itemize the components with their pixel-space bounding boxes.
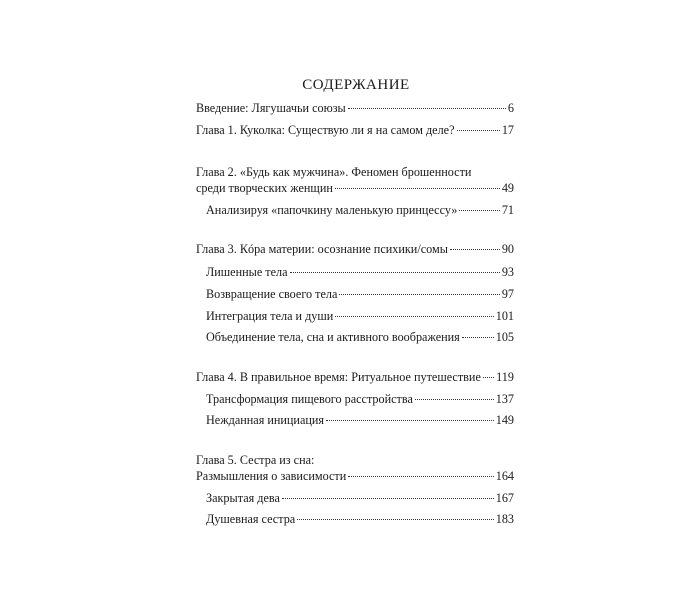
- toc-entry-label: Возвращение своего тела: [206, 287, 338, 301]
- dot-leader: [335, 316, 493, 317]
- toc-entry-label: Нежданная инициация: [206, 413, 325, 427]
- toc-entry-chapter-2-line1[interactable]: Глава 2. «Будь как мужчина». Феномен брошенности: [196, 165, 472, 179]
- toc-title: СОДЕРЖАНИЕ: [302, 77, 410, 93]
- dot-leader: [297, 519, 494, 520]
- toc-page-number: 49: [501, 181, 514, 195]
- toc-entry-chapter-5[interactable]: [196, 469, 514, 484]
- dot-leader: [282, 498, 494, 499]
- toc-entry-chapter-2[interactable]: [196, 181, 514, 196]
- toc-page-number: 93: [501, 265, 514, 279]
- toc-page-number: 90: [501, 242, 514, 256]
- toc-entry-label: Анализируя «папочкину маленькую принцессу»: [206, 203, 458, 217]
- toc-page-number: 119: [496, 370, 514, 384]
- toc-subentry-active-imagination[interactable]: [206, 330, 514, 345]
- dot-leader: [326, 420, 494, 421]
- dot-leader: [450, 249, 500, 250]
- toc-entry-chapter-5-line1[interactable]: Глава 5. Сестра из сна:: [196, 453, 315, 467]
- toc-entry-label: Душевная сестра: [206, 512, 296, 526]
- dot-leader: [483, 377, 494, 378]
- toc-entry-chapter-3[interactable]: [196, 242, 514, 257]
- toc-entry-label: среди творческих женщин: [196, 181, 333, 195]
- toc-entry-label: Глава 4. В правильное время: Ритуальное путешествие: [196, 370, 481, 384]
- toc-entry-label: Глава 1. Куколка: Существую ли я на самом деле?: [196, 123, 455, 137]
- toc-subentry-unexpected-initiation[interactable]: [206, 413, 514, 428]
- toc-entry-label: Размышления о зависимости: [196, 469, 347, 483]
- toc-subentry-reclaiming-body[interactable]: [206, 287, 514, 302]
- toc-page-number: 164: [495, 469, 514, 483]
- toc-page-number: 183: [495, 512, 514, 526]
- dot-leader: [459, 210, 499, 211]
- toc-subentry-body-soul-integration[interactable]: [206, 309, 514, 324]
- toc-subentry-closed-maiden[interactable]: [206, 491, 514, 506]
- toc-page-number: 149: [495, 413, 514, 427]
- toc-entry-chapter-1[interactable]: [196, 123, 514, 138]
- toc-page-number: 17: [501, 123, 514, 137]
- toc-entry-label: Трансформация пищевого расстройства: [206, 392, 413, 406]
- toc-subentry-soul-sister[interactable]: [206, 512, 514, 527]
- toc-entry-label: Закрытая дева: [206, 491, 280, 505]
- toc-entry-chapter-4[interactable]: [196, 370, 514, 385]
- toc-page-number: 6: [507, 101, 514, 115]
- toc-page-number: 101: [495, 309, 514, 323]
- toc-page-number: 71: [501, 203, 514, 217]
- dot-leader: [348, 476, 493, 477]
- toc-entry-label: Объединение тела, сна и активного воображения: [206, 330, 460, 344]
- toc-entry-introduction[interactable]: [196, 101, 514, 116]
- toc-entry-label: Лишенные тела: [206, 265, 288, 279]
- toc-page-number: 137: [495, 392, 514, 406]
- toc-entry-label: Введение: Лягушачьи союзы: [196, 101, 346, 115]
- dot-leader: [339, 294, 499, 295]
- toc-subentry-bodiless[interactable]: [206, 265, 514, 280]
- dot-leader: [348, 108, 506, 109]
- dot-leader: [335, 188, 500, 189]
- dot-leader: [462, 337, 494, 338]
- toc-entry-label: Интеграция тела и души: [206, 309, 334, 323]
- toc-subentry-eating-disorder[interactable]: [206, 392, 514, 407]
- toc-subentry-daddys-princess[interactable]: [206, 203, 514, 218]
- toc-page-number: 97: [501, 287, 514, 301]
- dot-leader: [290, 272, 500, 273]
- dot-leader: [457, 130, 500, 131]
- dot-leader: [415, 399, 494, 400]
- toc-entry-label: Глава 3. Кóра материи: осознание психики/сомы: [196, 242, 448, 256]
- toc-page-number: 167: [495, 491, 514, 505]
- toc-page-number: 105: [495, 330, 514, 344]
